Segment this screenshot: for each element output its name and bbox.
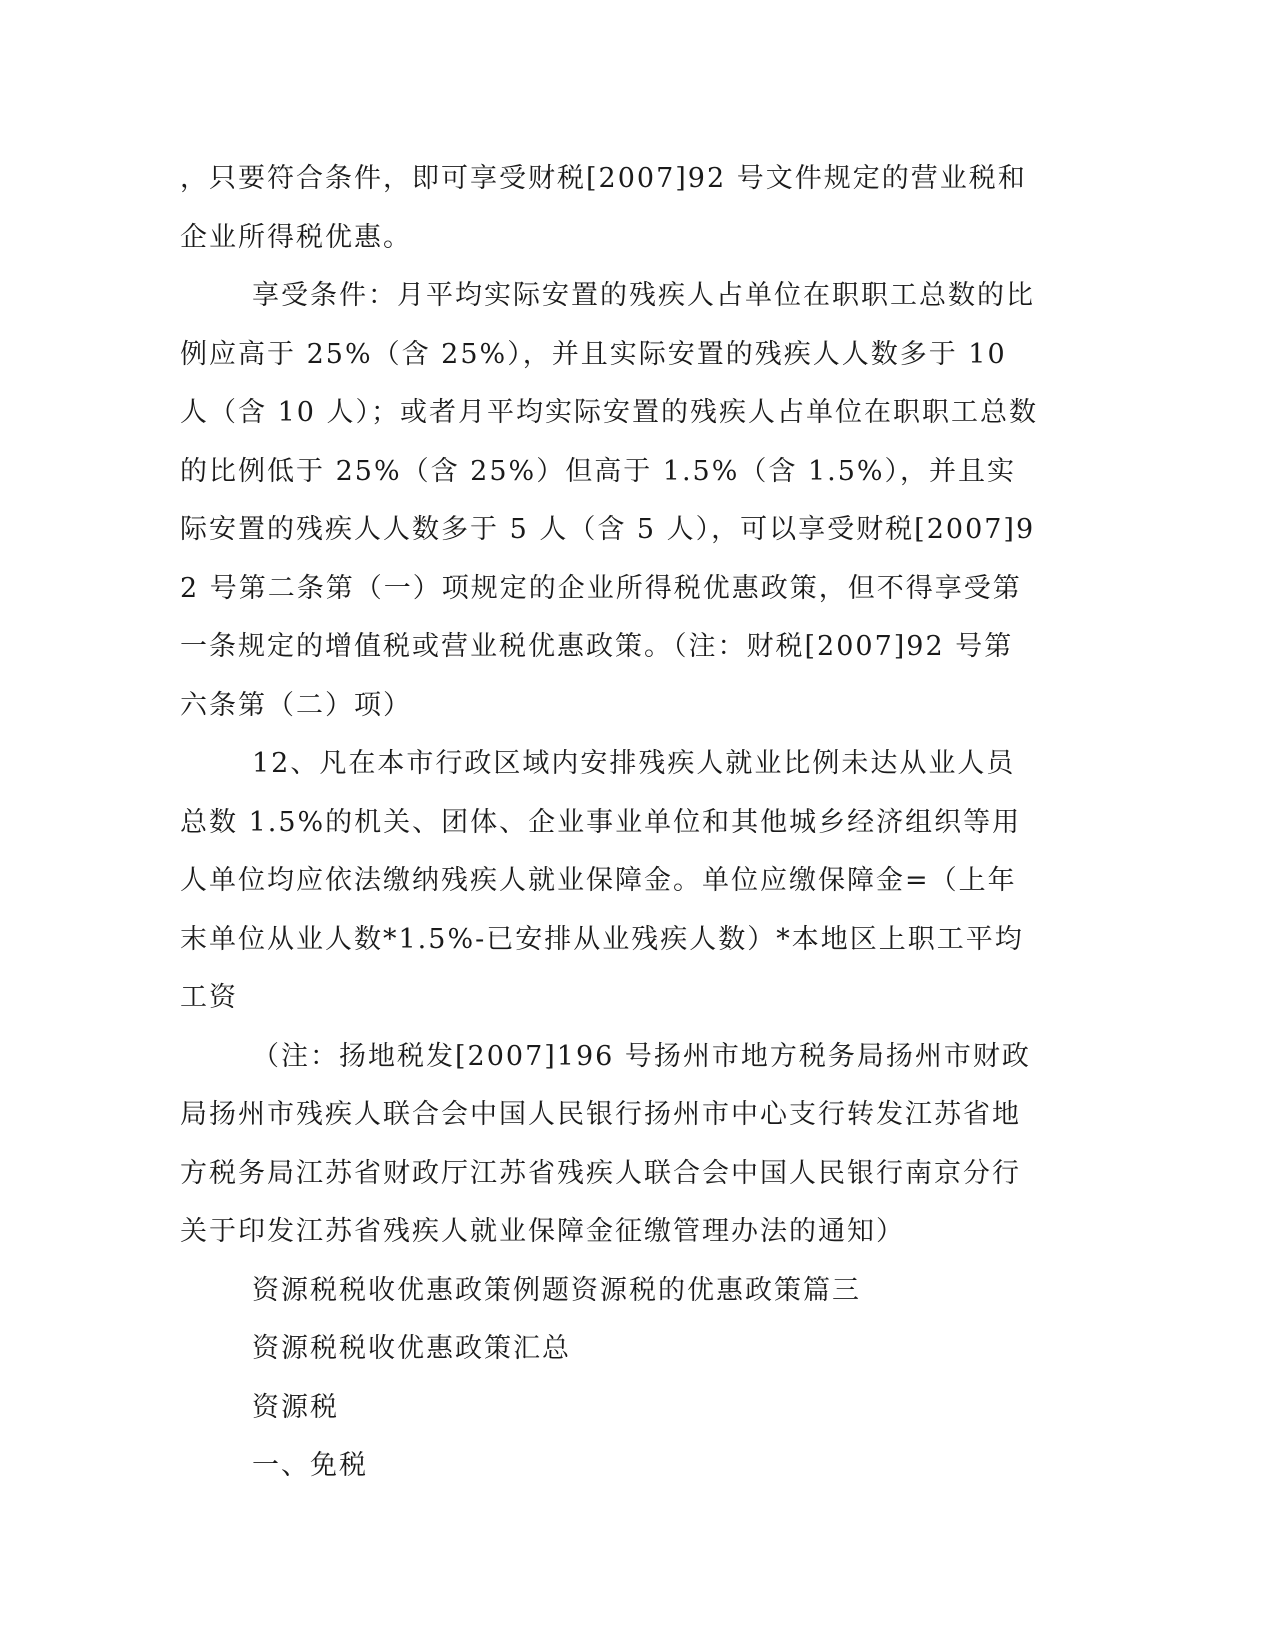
section-heading-article-3: 资源税税收优惠政策例题资源税的优惠政策篇三 bbox=[252, 1274, 861, 1306]
section-heading-resource-tax: 资源税 bbox=[252, 1391, 339, 1423]
section-heading-exemption: 一、免税 bbox=[252, 1450, 368, 1481]
paragraph-eligibility-conditions: 享受条件：月平均实际安置的残疾人占单位在职职工总数的比例应高于 25%（含 25%），并且实际安置的残疾人人数多于 10 人（含 10 人）；或者月平均实际安置的残疾人占单位在职职工总数的比例低于 25%（含 25%）但高于 1.5%（含 1.5%），并且实际安置的残疾人人数多于 5 人（含 5 人），可以享受财税[2007]92 号第二条第（一）项规定的企业所得税优惠政策，但不得享受第一条规定的增值税或营业税优惠政策。（注：财税[2007]92 号第六条第（二）项） bbox=[180, 280, 1039, 721]
paragraph-item-12: 12、凡在本市行政区域内安排残疾人就业比例未达从业人员总数 1.5%的机关、团体、企业事业单位和其他城乡经济组织等用人单位均应依法缴纳残疾人就业保障金。单位应缴保障金=（上年末单位从业人数*1.5%-已安排从业残疾人数）*本地区上职工平均工资 bbox=[180, 748, 1024, 1013]
section-heading-summary: 资源税税收优惠政策汇总 bbox=[252, 1333, 571, 1364]
paragraph-continuation: ，只要符合条件，即可享受财税[2007]92 号文件规定的营业税和企业所得税优惠。 bbox=[180, 163, 1027, 253]
paragraph-note: （注：扬地税发[2007]196 号扬州市地方税务局扬州市财政局扬州市残疾人联合会中国人民银行扬州市中心支行转发江苏省地方税务局江苏省财政厅江苏省残疾人联合会中国人民银行南京分行关于印发江苏省残疾人就业保障金征缴管理办法的通知） bbox=[180, 1040, 1031, 1247]
document-body bbox=[180, 150, 1040, 1496]
